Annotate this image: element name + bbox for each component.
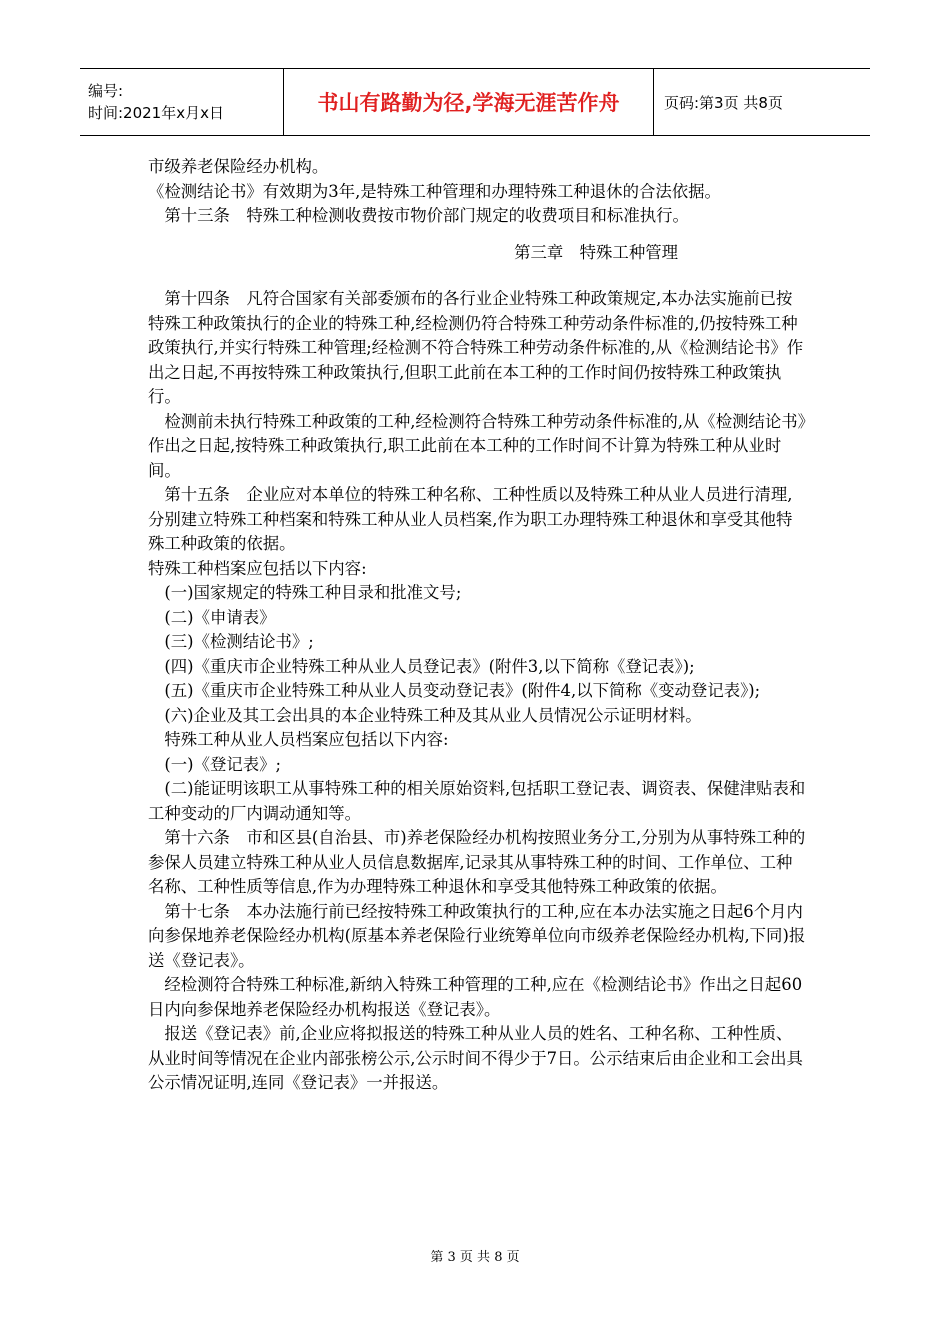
paragraph: 检测前未执行特殊工种政策的工种,经检测符合特殊工种劳动条件标准的,从《检测结论书》作出之日起,按特殊工种政策执行,职工此前在本工种的工作时间不计算为特殊工种从业时间。 (148, 411, 806, 480)
chapter-heading: 第三章 特殊工种管理 (514, 242, 678, 262)
header-left-cell (80, 69, 284, 135)
list-item: (一)《登记表》; (164, 754, 282, 774)
article-14: 第十四条 凡符合国家有关部委颁布的各行业企业特殊工种政策规定,本办法实施前已按特殊工种政策执行的企业的特殊工种,经检测仍符合特殊工种劳动条件标准的,仍按特殊工种政策执行,并实行特殊工种管理;经检测不符合特殊工种劳动条件标准的,从《检测结论书》作出之日起,不再按特殊工种政策执行,但职工此前在本工种的工作时间仍按特殊工种政策执行。 (148, 289, 804, 406)
list-item: (二)《申请表》 (164, 607, 276, 627)
article-15: 第十五条 企业应对本单位的特殊工种名称、工种性质以及特殊工种从业人员进行清理,分别建立特殊工种档案和特殊工种从业人员档案,作为职工办理特殊工种退休和享受其他特殊工种政策的依据。 (148, 485, 793, 553)
motto-text: 书山有路勤为径,学海无涯苦作舟 (317, 91, 620, 115)
document-number-label: 编号: (88, 82, 124, 100)
paragraph: 特殊工种从业人员档案应包括以下内容: (164, 730, 449, 749)
page-number-label: 页码:第3页 共8页 (664, 93, 783, 112)
document-body (148, 155, 808, 1096)
list-item: (三)《检测结论书》; (164, 632, 314, 651)
paragraph: 特殊工种档案应包括以下内容: (148, 558, 367, 578)
list-item: (六)企业及其工会出具的本企业特殊工种及其从业人员情况公示证明材料。 (164, 705, 702, 725)
page-header (80, 68, 870, 136)
header-motto (284, 69, 654, 135)
article-17: 第十七条 本办法施行前已经按特殊工种政策执行的工种,应在本办法实施之日起6个月内向参保地养老保险经办机构(原基本养老保险行业统筹单位向市级养老保险经办机构,下同)报送《登记表》。 (148, 901, 806, 970)
list-item: (二)能证明该职工从事特殊工种的相关原始资料,包括职工登记表、调资表、保健津贴表和工种变动的厂内调动通知等。 (148, 779, 806, 823)
list-item: (五)《重庆市企业特殊工种从业人员变动登记表》(附件4,以下简称《变动登记表》); (164, 681, 761, 700)
document-date-label: 时间:2021年x月x日 (88, 104, 224, 122)
paragraph: 经检测符合特殊工种标准,新纳入特殊工种管理的工种,应在《检测结论书》作出之日起60日内向参保地养老保险经办机构报送《登记表》。 (148, 975, 803, 1019)
page-footer: 第 3 页 共 8 页 (430, 1250, 520, 1265)
header-right-cell (654, 69, 870, 135)
list-item: (四)《重庆市企业特殊工种从业人员登记表》(附件3,以下简称《登记表》); (164, 656, 695, 676)
paragraph: 报送《登记表》前,企业应将拟报送的特殊工种从业人员的姓名、工种名称、工种性质、从业时间等情况在企业内部张榜公示,公示时间不得少于7日。公示结束后由企业和工会出具公示情况证明,连同《登记表》一并报送。 (148, 1024, 803, 1092)
article-16: 第十六条 市和区县(自治县、市)养老保险经办机构按照业务分工,分别为从事特殊工种的参保人员建立特殊工种从业人员信息数据库,记录其从事特殊工种的时间、工作单位、工种名称、工种性质等信息,作为办理特殊工种退休和享受其他特殊工种政策的依据。 (148, 828, 806, 896)
paragraph: 市级养老保险经办机构。 (148, 157, 329, 176)
list-item: (一)国家规定的特殊工种目录和批准文号; (164, 583, 462, 602)
article-13: 第十三条 特殊工种检测收费按市物价部门规定的收费项目和标准执行。 (164, 206, 689, 225)
paragraph: 《检测结论书》有效期为3年,是特殊工种管理和办理特殊工种退休的合法依据。 (148, 181, 721, 201)
